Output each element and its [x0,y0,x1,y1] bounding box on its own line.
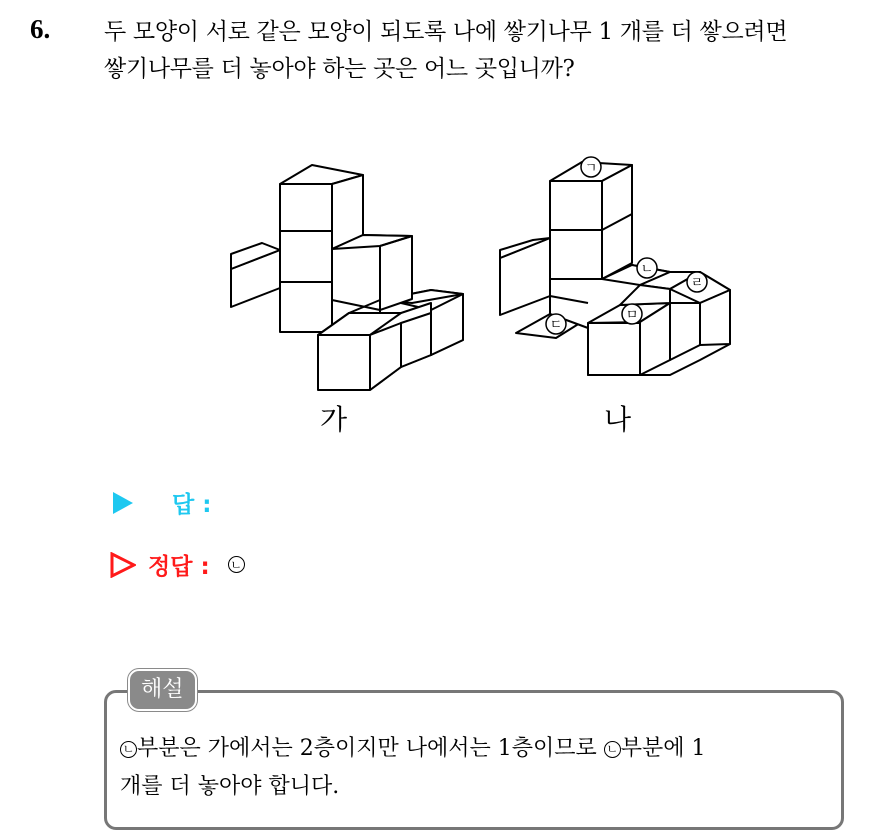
figure-na [500,162,730,375]
explanation-line-1 [120,730,835,768]
caption-na: 나 [604,403,632,436]
figure-ga [231,165,463,390]
correct-label: 정답 : [148,554,210,580]
outline-triangle-icon [110,552,136,578]
explanation-text [120,730,835,806]
marker-rieul-label: ㄹ [690,276,704,291]
explanation-tag: 해설 [128,669,197,711]
marker-giyeok-label: ㄱ [584,161,598,176]
question-line-1: 두 모양이 서로 같은 모양이 되도록 나에 쌓기나무 1 개를 더 쌓으려면 [104,19,788,45]
question-line-2: 쌓기나무를 더 놓아야 하는 곳은 어느 곳입니까? [104,56,575,82]
marker-nieun-label: ㄴ [640,262,654,277]
explanation-mark-2: ㄴ [604,741,621,758]
explanation-end: 부분에 1 [620,736,706,761]
correct-answer-row [110,548,245,581]
answer-row [112,486,221,519]
explanation-mid: 부분은 가에서는 2층이지만 나에서는 1층이므로 [137,736,604,761]
explanation-line-2: 개를 더 놓아야 합니다. [120,774,340,799]
explanation-mark-1: ㄴ [120,741,137,758]
answer-label: 답 : [172,492,212,518]
caption-ga: 가 [320,403,348,436]
correct-value: ㄴ [228,556,245,573]
marker-digeut-label: ㄷ [549,318,563,333]
marker-mieum-label: ㅁ [625,308,639,323]
filled-triangle-icon [112,491,134,515]
question-number: 6. [30,14,51,44]
